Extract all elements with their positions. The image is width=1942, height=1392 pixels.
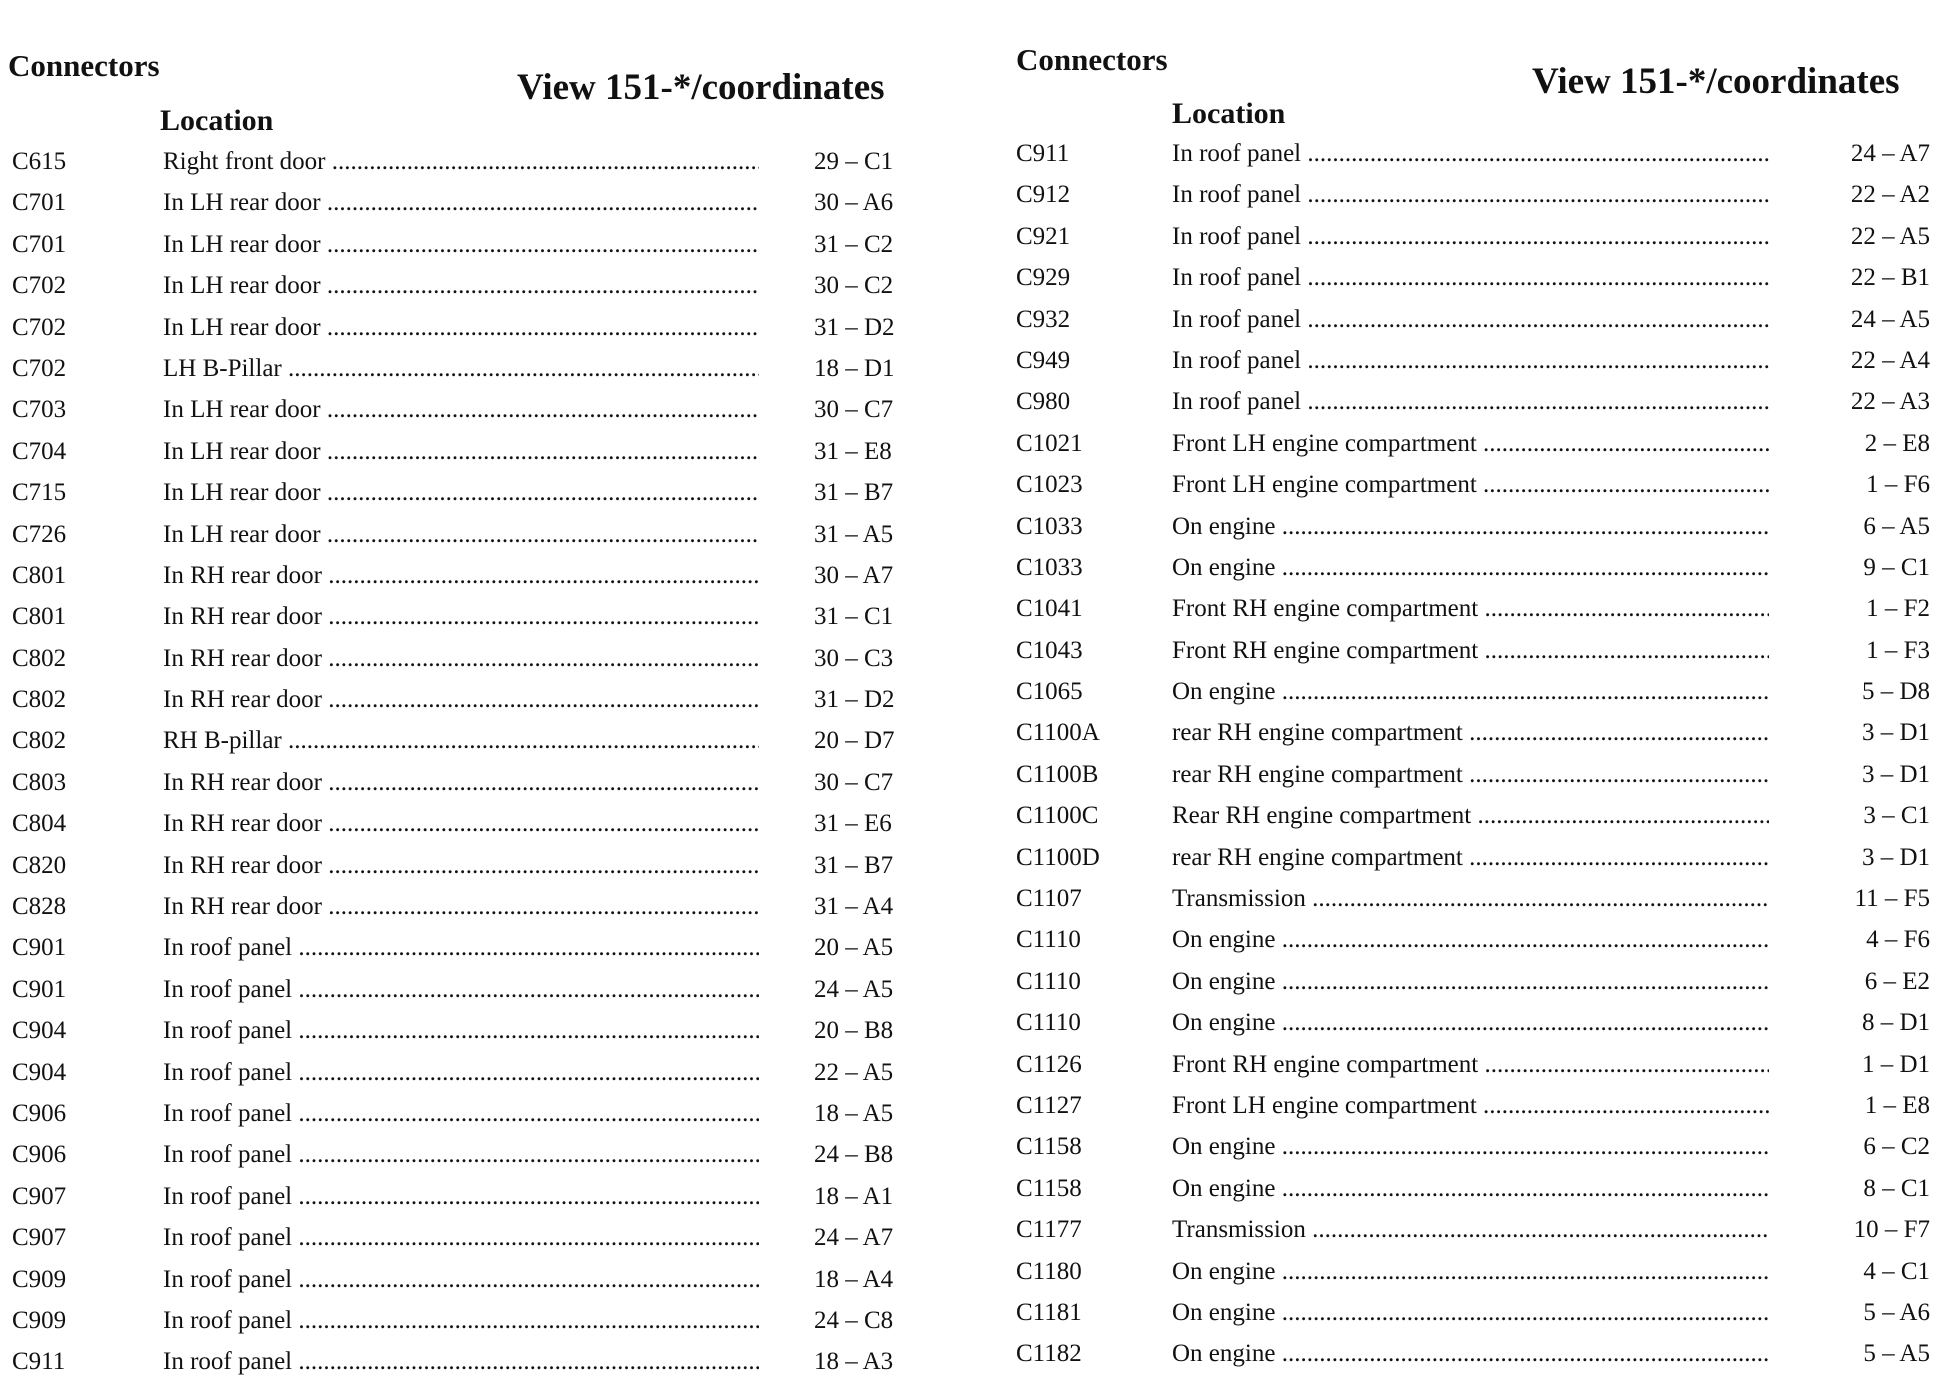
connector-row — [1000, 177, 1942, 218]
connector-row — [0, 1344, 940, 1385]
connector-row — [0, 227, 940, 268]
connector-coordinates: 30 – A7 — [814, 561, 894, 589]
connector-code: C1043 — [1016, 636, 1083, 664]
connector-code: C929 — [1016, 264, 1071, 292]
connector-location: On engine ..... — [1172, 1258, 1769, 1286]
connector-row — [1000, 467, 1942, 508]
connector-code: C901 — [12, 934, 67, 962]
connector-row — [0, 1220, 940, 1261]
connector-location: In RH rear door ..... — [163, 893, 759, 921]
connector-row — [1000, 1295, 1942, 1336]
connector-coordinates: 10 – F7 — [1853, 1216, 1930, 1244]
connector-code: C906 — [12, 1099, 67, 1127]
connector-coordinates: 3 – D1 — [1861, 719, 1930, 747]
connector-coordinates: 30 – A6 — [814, 189, 894, 217]
connector-code: C980 — [1016, 388, 1071, 416]
connector-code: C1100B — [1016, 760, 1099, 788]
connector-coordinates: 8 – C1 — [1863, 1174, 1930, 1202]
connector-location: RH B-pillar ..... — [163, 727, 759, 755]
connector-coordinates: 8 – D1 — [1861, 1009, 1930, 1037]
connector-location: In RH rear door ..... — [163, 645, 759, 673]
connector-code: C801 — [12, 561, 67, 589]
connector-location: In LH rear door ..... — [163, 272, 759, 300]
connector-location: Rear RH engine compartment ..... — [1172, 802, 1769, 830]
connector-coordinates: 31 – D2 — [814, 313, 895, 341]
connector-list — [1000, 136, 1942, 1378]
connector-coordinates: 1 – D1 — [1861, 1050, 1930, 1078]
connector-coordinates: 2 – E8 — [1864, 429, 1930, 457]
connector-location: In RH rear door ..... — [163, 769, 759, 797]
connector-row — [0, 144, 940, 185]
connector-row — [0, 889, 940, 930]
connector-location: In LH rear door ..... — [163, 438, 759, 466]
connector-location: In LH rear door ..... — [163, 231, 759, 259]
connector-coordinates: 4 – C1 — [1863, 1257, 1930, 1285]
connector-code: C803 — [12, 768, 67, 796]
connector-code: C702 — [12, 354, 67, 382]
connector-code: C702 — [12, 313, 67, 341]
connector-row — [0, 682, 940, 723]
connector-coordinates: 22 – A2 — [1850, 181, 1930, 209]
connector-coordinates: 30 – C7 — [814, 396, 894, 424]
connector-code: C912 — [1016, 181, 1071, 209]
connector-location: On engine ..... — [1172, 1299, 1769, 1327]
connector-code: C909 — [12, 1306, 67, 1334]
connector-row — [0, 806, 940, 847]
connector-row — [1000, 1336, 1942, 1377]
connector-row — [1000, 343, 1942, 384]
connector-coordinates: 4 – F6 — [1866, 926, 1930, 954]
connector-code: C1127 — [1016, 1091, 1082, 1119]
connector-location: On engine ..... — [1172, 926, 1769, 954]
connector-location: In RH rear door ..... — [163, 603, 759, 631]
connector-code: C911 — [1016, 140, 1070, 167]
connector-code: C702 — [12, 272, 67, 300]
connector-code: C1110 — [1016, 967, 1081, 995]
connector-row — [0, 434, 940, 475]
connector-code: C726 — [12, 520, 67, 548]
connector-row — [1000, 1005, 1942, 1046]
connector-coordinates: 30 – C7 — [814, 768, 894, 796]
connector-coordinates: 31 – C1 — [814, 603, 894, 631]
connector-row — [0, 1013, 940, 1054]
connector-code: C804 — [12, 810, 67, 838]
connector-location: In roof panel ..... — [1172, 140, 1769, 168]
connector-row — [1000, 633, 1942, 674]
connector-code: C715 — [12, 479, 67, 507]
connector-location: On engine ..... — [1172, 1133, 1769, 1161]
connector-coordinates: 22 – B1 — [1850, 264, 1930, 292]
connector-coordinates: 29 – C1 — [814, 148, 894, 175]
connector-row — [0, 1303, 940, 1344]
connector-coordinates: 31 – E8 — [814, 437, 892, 465]
connector-coordinates: 30 – C3 — [814, 644, 894, 672]
connector-code: C703 — [12, 396, 67, 424]
connector-location: On engine ..... — [1172, 1340, 1769, 1368]
connector-coordinates: 24 – A5 — [814, 975, 894, 1003]
connector-row — [0, 475, 940, 516]
connector-code: C802 — [12, 644, 67, 672]
connector-location: rear RH engine compartment ..... — [1172, 719, 1769, 747]
connector-code: C904 — [12, 1058, 67, 1086]
connector-coordinates: 31 – B7 — [814, 851, 894, 879]
connector-row — [1000, 715, 1942, 756]
connector-coordinates: 24 – B8 — [814, 1141, 894, 1169]
connector-code: C1100A — [1016, 719, 1100, 747]
connector-row — [1000, 840, 1942, 881]
connector-coordinates: 5 – A5 — [1863, 1340, 1930, 1368]
connector-row — [1000, 1171, 1942, 1212]
connector-code: C932 — [1016, 305, 1071, 333]
connector-code: C1181 — [1016, 1298, 1082, 1326]
connector-location: In roof panel ..... — [163, 1059, 759, 1087]
connector-code: C801 — [12, 603, 67, 631]
connector-row — [1000, 757, 1942, 798]
connector-row — [1000, 550, 1942, 591]
connector-code: C1107 — [1016, 885, 1082, 913]
connector-location: On engine ..... — [1172, 513, 1769, 541]
connector-coordinates: 24 – C8 — [814, 1306, 894, 1334]
connector-location: In roof panel ..... — [1172, 264, 1769, 292]
connector-coordinates: 3 – D1 — [1861, 760, 1930, 788]
connector-location: In roof panel ..... — [163, 1307, 759, 1335]
view-coordinates-heading: View 151-*/coordinates — [1532, 61, 1900, 102]
connector-location: On engine ..... — [1172, 554, 1769, 582]
connector-row — [1000, 1129, 1942, 1170]
connector-code: C1021 — [1016, 429, 1083, 457]
connector-code: C901 — [12, 975, 67, 1003]
connector-row — [1000, 674, 1942, 715]
connector-code: C907 — [12, 1182, 67, 1210]
connector-location: In roof panel ..... — [1172, 388, 1769, 416]
connector-location: Front LH engine compartment ..... — [1172, 471, 1769, 499]
connector-code: C1033 — [1016, 553, 1083, 581]
connector-coordinates: 22 – A5 — [1850, 222, 1930, 250]
connector-code: C1177 — [1016, 1216, 1082, 1244]
connector-location: In LH rear door ..... — [163, 479, 759, 507]
connector-row — [1000, 881, 1942, 922]
connector-code: C615 — [12, 148, 67, 175]
connector-location: In roof panel ..... — [1172, 181, 1769, 209]
connector-coordinates: 5 – D8 — [1861, 678, 1930, 706]
connector-row — [0, 1096, 940, 1137]
connector-location: On engine ..... — [1172, 1175, 1769, 1203]
connector-location: Front RH engine compartment ..... — [1172, 1051, 1769, 1079]
connector-location: In roof panel ..... — [1172, 223, 1769, 251]
connector-code: C1033 — [1016, 512, 1083, 540]
connector-row — [1000, 1047, 1942, 1088]
connector-code: C909 — [12, 1265, 67, 1293]
connector-row — [1000, 219, 1942, 260]
connector-code: C1110 — [1016, 926, 1081, 954]
connector-coordinates: 18 – A4 — [814, 1265, 894, 1293]
connector-row — [1000, 922, 1942, 963]
connector-code: C1100D — [1016, 843, 1100, 871]
connector-code: C820 — [12, 851, 67, 879]
connector-location: In roof panel ..... — [1172, 306, 1769, 334]
connector-location: In roof panel ..... — [163, 1183, 759, 1211]
connector-code: C802 — [12, 727, 67, 755]
connector-code: C1182 — [1016, 1340, 1082, 1368]
connector-code: C949 — [1016, 346, 1071, 374]
connector-row — [0, 1179, 940, 1220]
connector-location: In roof panel ..... — [163, 1141, 759, 1169]
connector-row — [0, 723, 940, 764]
connector-location: In RH rear door ..... — [163, 810, 759, 838]
connector-location: Right front door ..... — [163, 148, 759, 176]
connector-coordinates: 9 – C1 — [1863, 553, 1930, 581]
connector-location: In roof panel ..... — [163, 976, 759, 1004]
connector-coordinates: 1 – F3 — [1866, 636, 1930, 664]
connector-location: In RH rear door ..... — [163, 686, 759, 714]
view-coordinates-heading: View 151-*/coordinates — [517, 67, 885, 108]
connector-row — [1000, 302, 1942, 343]
connector-list — [0, 144, 940, 1386]
connector-row — [0, 1262, 940, 1303]
connector-coordinates: 1 – E8 — [1864, 1091, 1930, 1119]
connector-coordinates: 20 – D7 — [814, 727, 895, 755]
connector-location: In roof panel ..... — [163, 1348, 759, 1376]
connector-code: C1041 — [1016, 595, 1083, 623]
connector-code: C904 — [12, 1017, 67, 1045]
connector-code: C1065 — [1016, 678, 1083, 706]
connector-coordinates: 18 – A5 — [814, 1099, 894, 1127]
connector-coordinates: 3 – C1 — [1863, 802, 1930, 830]
connector-row — [0, 599, 940, 640]
connector-row — [1000, 260, 1942, 301]
connector-location: On engine ..... — [1172, 968, 1769, 996]
connector-code: C906 — [12, 1141, 67, 1169]
location-heading: Location — [160, 104, 274, 137]
connector-coordinates: 24 – A7 — [814, 1224, 894, 1252]
connector-coordinates: 1 – F6 — [1866, 471, 1930, 499]
connector-location: In roof panel ..... — [163, 1100, 759, 1128]
connector-row — [1000, 1212, 1942, 1253]
connector-coordinates: 31 – E6 — [814, 810, 892, 838]
connector-row — [1000, 426, 1942, 467]
connector-coordinates: 5 – A6 — [1863, 1298, 1930, 1326]
connector-location: rear RH engine compartment ..... — [1172, 761, 1769, 789]
connector-code: C802 — [12, 686, 67, 714]
connector-coordinates: 20 – B8 — [814, 1017, 894, 1045]
left-column — [0, 0, 940, 1392]
connector-row — [0, 930, 940, 971]
connector-row — [1000, 1088, 1942, 1129]
connector-row — [1000, 384, 1942, 425]
connector-location: Front LH engine compartment ..... — [1172, 1092, 1769, 1120]
connector-coordinates: 22 – A5 — [814, 1058, 894, 1086]
connector-location: In roof panel ..... — [163, 1266, 759, 1294]
connector-location: In LH rear door ..... — [163, 189, 759, 217]
connector-code: C1158 — [1016, 1174, 1082, 1202]
connector-coordinates: 24 – A7 — [1850, 140, 1930, 167]
connector-location: Transmission ..... — [1172, 1216, 1769, 1244]
connector-coordinates: 18 – D1 — [814, 354, 895, 382]
connector-row — [0, 641, 940, 682]
connector-coordinates: 18 – A3 — [814, 1348, 894, 1376]
connector-location: In LH rear door ..... — [163, 521, 759, 549]
connector-code: C911 — [12, 1348, 66, 1376]
connector-location: In LH rear door ..... — [163, 314, 759, 342]
connector-coordinates: 6 – C2 — [1863, 1133, 1930, 1161]
connector-location: rear RH engine compartment ..... — [1172, 844, 1769, 872]
connector-row — [0, 558, 940, 599]
connector-code: C1158 — [1016, 1133, 1082, 1161]
connector-location: In roof panel ..... — [163, 1017, 759, 1045]
connector-coordinates: 18 – A1 — [814, 1182, 894, 1210]
connector-location: In RH rear door ..... — [163, 852, 759, 880]
connector-code: C1100C — [1016, 802, 1099, 830]
location-heading: Location — [1172, 97, 1286, 130]
connector-location: On engine ..... — [1172, 678, 1769, 706]
connector-row — [0, 268, 940, 309]
connector-coordinates: 31 – A5 — [814, 520, 894, 548]
connector-coordinates: 24 – A5 — [1850, 305, 1930, 333]
connector-row — [1000, 591, 1942, 632]
connector-row — [0, 517, 940, 558]
connector-code: C1180 — [1016, 1257, 1082, 1285]
connector-location: In RH rear door ..... — [163, 562, 759, 590]
connector-location: Front RH engine compartment ..... — [1172, 637, 1769, 665]
connector-coordinates: 30 – C2 — [814, 272, 894, 300]
connector-coordinates: 31 – B7 — [814, 479, 894, 507]
connector-coordinates: 22 – A3 — [1850, 388, 1930, 416]
connector-row — [1000, 509, 1942, 550]
connector-row — [1000, 964, 1942, 1005]
connector-coordinates: 11 – F5 — [1854, 885, 1930, 913]
connector-code: C704 — [12, 437, 67, 465]
connector-coordinates: 31 – C2 — [814, 230, 894, 258]
connector-coordinates: 3 – D1 — [1861, 843, 1930, 871]
connector-row — [0, 185, 940, 226]
connector-coordinates: 6 – E2 — [1864, 967, 1930, 995]
connector-location: In LH rear door ..... — [163, 396, 759, 424]
connector-code: C921 — [1016, 222, 1071, 250]
connector-coordinates: 22 – A4 — [1850, 346, 1930, 374]
connector-row — [1000, 136, 1942, 177]
connector-coordinates: 1 – F2 — [1866, 595, 1930, 623]
connector-code: C907 — [12, 1224, 67, 1252]
connector-row — [0, 310, 940, 351]
connector-code: C1110 — [1016, 1009, 1081, 1037]
connectors-heading: Connectors — [1016, 42, 1168, 77]
connectors-heading: Connectors — [8, 48, 160, 83]
connector-row — [0, 351, 940, 392]
connector-row — [0, 1137, 940, 1178]
connector-location: In roof panel ..... — [1172, 347, 1769, 375]
connector-row — [0, 392, 940, 433]
connector-location: On engine ..... — [1172, 1009, 1769, 1037]
connector-location: LH B-Pillar ..... — [163, 355, 759, 383]
connector-coordinates: 31 – A4 — [814, 893, 894, 921]
connector-row — [0, 972, 940, 1013]
connector-location: In roof panel ..... — [163, 934, 759, 962]
connector-code: C1023 — [1016, 471, 1083, 499]
connector-row — [1000, 1254, 1942, 1295]
connector-code: C701 — [12, 189, 67, 217]
connector-coordinates: 20 – A5 — [814, 934, 894, 962]
right-column — [1000, 0, 1942, 1392]
connector-location: Front LH engine compartment ..... — [1172, 430, 1769, 458]
connector-coordinates: 31 – D2 — [814, 686, 895, 714]
connector-row — [1000, 798, 1942, 839]
connector-row — [0, 1055, 940, 1096]
connector-location: In roof panel ..... — [163, 1224, 759, 1252]
connector-location: Transmission ..... — [1172, 885, 1769, 913]
connector-code: C828 — [12, 893, 67, 921]
connector-coordinates: 6 – A5 — [1863, 512, 1930, 540]
connector-row — [0, 848, 940, 889]
connector-code: C1126 — [1016, 1050, 1082, 1078]
connector-row — [0, 765, 940, 806]
connector-code: C701 — [12, 230, 67, 258]
connector-location: Front RH engine compartment ..... — [1172, 595, 1769, 623]
